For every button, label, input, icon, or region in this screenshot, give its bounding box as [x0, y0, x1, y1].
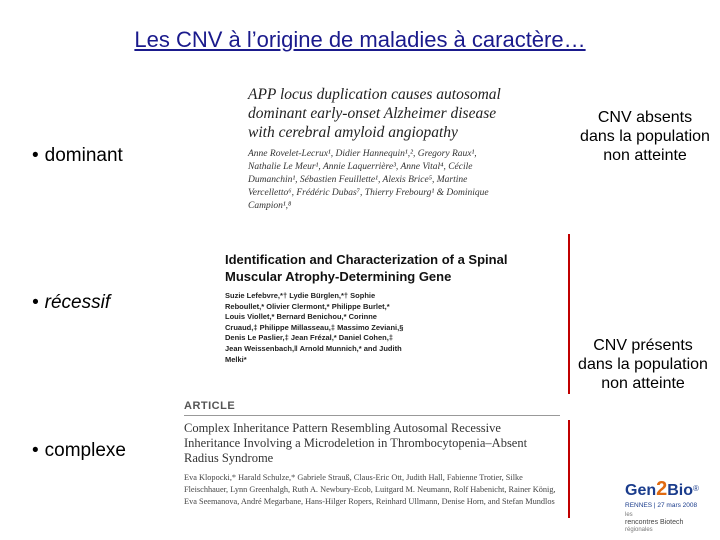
- note-cnv-absent: CNV absents dans la population non atteinte: [580, 109, 710, 164]
- bullet-icon: •: [32, 440, 39, 461]
- paper-2: [225, 251, 535, 365]
- bullet-dominant: [32, 145, 123, 167]
- paper-1-authors: Anne Rovelet-Lecrux¹, Didier Hannequin¹,², Gregory Raux¹, Nathalie Le Meur¹, Annie Laquerrière³, Anne Vital⁴, Cécile Dumanchin¹, Sébastien Feuillette¹, Alexis Brice⁵, Martine Vercelletto⁶, Frédéric Dubas⁷, Thierry Frebourg¹ & Dominique Campion¹,⁸: [248, 149, 489, 211]
- red-divider-lower: [568, 420, 570, 518]
- paper-2-authors: Suzie Lefebvre,*† Lydie Bürglen,*† Sophie Reboullet,* Olivier Clermont,* Philippe Burlet,* Louis Viollet,* Bernard Benichou,* Corinne Cruaud,‡ Philippe Millasseau,‡ Massimo Zeviani,§ Denis Le Paslier,‡ Jean Frézal,* Daniel Cohen,‡ Jean Weissenbach,‖ Arnold Munnich,* and Judith Melki*: [225, 291, 404, 364]
- bullet-icon: •: [32, 145, 39, 166]
- paper-3-authors: Eva Klopocki,* Harald Schulze,* Gabriele Strauß, Claus-Eric Ott, Judith Hall, Fabienne Trotier, Silke Fleischhauer, Lynn Greenhalgh, Ruth A. Newbury-Ecob, Luitgard M. Neumann, Rolf Habenicht, Rainer König, Eva Seemanova, André Megarbane, Hans-Hilger Ropers, Reinhard Ullmann, Denise Horn, and Stefan Mundlos: [184, 473, 556, 506]
- bullet-icon: •: [32, 292, 39, 313]
- bullet-label: complexe: [44, 440, 126, 461]
- slide-title: Les CNV à l’origine de maladies à caractère…: [134, 27, 586, 52]
- logo-line1: les: [625, 512, 633, 518]
- paper-2-title: Identification and Characterization of a Spinal Muscular Atrophy-Determining Gene: [225, 252, 508, 284]
- paper-3: [184, 400, 560, 508]
- logo-line2: rencontres Biotech: [625, 519, 684, 526]
- paper-3-title: Complex Inheritance Pattern Resembling Autosomal Recessive Inheritance Involving a Microdeletion in Thrombocytopenia–Absent Radius Syndrome: [184, 421, 528, 465]
- red-divider-upper: [568, 234, 570, 394]
- bullet-complexe: [32, 440, 126, 462]
- paper-3-rule: [184, 415, 560, 416]
- bullet-label: dominant: [44, 145, 123, 166]
- bullet-recessif: [32, 292, 110, 314]
- bullet-label: récessif: [44, 292, 111, 313]
- logo-place: RENNES | 27 mars 2008: [625, 502, 698, 509]
- paper-1-title: APP locus duplication causes autosomal dominant early-onset Alzheimer disease with cerebral amyloid angiopathy: [248, 86, 501, 141]
- paper-1: [248, 85, 510, 213]
- paper-3-label: ARTICLE: [184, 400, 236, 412]
- note-cnv-present: CNV présents dans la population non atteinte: [578, 337, 708, 392]
- logo-line3: régionales: [625, 527, 653, 533]
- gen2bio-logo: Gen2Bio® RENNES | 27 mars 2008 les rencontres Biotech régionales: [625, 478, 715, 534]
